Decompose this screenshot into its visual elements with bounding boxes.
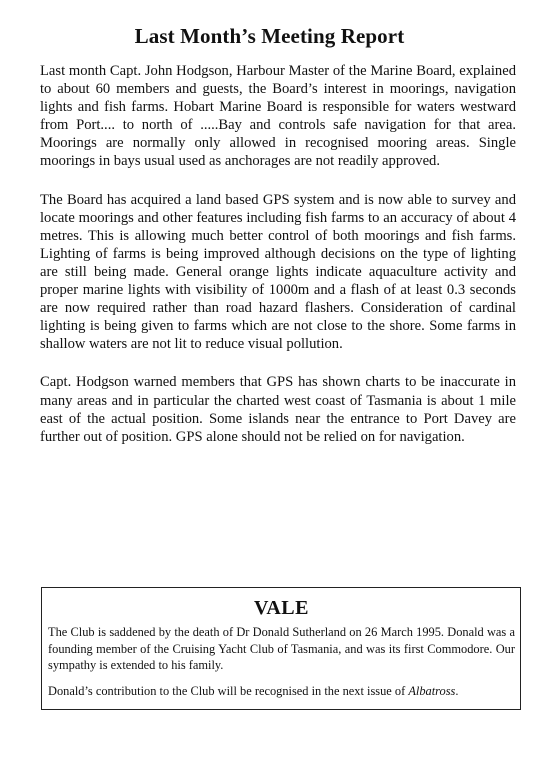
page-title: Last Month’s Meeting Report bbox=[134, 24, 405, 48]
vale-paragraph-2-text: Donald’s contribution to the Club will be recognised in the next issue of bbox=[48, 683, 409, 698]
meeting-report-body bbox=[40, 62, 516, 466]
vale-paragraph-2-end: . bbox=[455, 683, 459, 698]
vale-paragraph-1: The Club is saddened by the death of Dr Donald Sutherland on 26 March 1995. Donald was a founding member of the Cruising Yacht Club of Tasmania, and was its first Commodore. Our sympathy is extended to his family. bbox=[48, 625, 515, 672]
publication-name: Albatross bbox=[408, 683, 456, 698]
vale-heading: VALE bbox=[254, 597, 309, 619]
report-paragraph-2: The Board has acquired a land based GPS system and is now able to survey and locate moorings and other features including fish farms to an accuracy of about 4 metres. This is allowing much better control of both moorings and fish farms. Lighting of farms is being improved although decisions on the type of lighting are still being made. General orange lights indicate aquaculture activity and proper marine lights with visibility of 1000m and a flash of at least 0.3 seconds are now required rather than road hazard flashers. Consideration of cardinal lighting is being given to farms which are not close to the shore. Some farms in shallow waters are not lit to reduce visual pollution. bbox=[40, 191, 516, 353]
report-paragraph-1: Last month Capt. John Hodgson, Harbour Master of the Marine Board, explained to about 60 members and guests, the Board’s interest in moorings, navigation lights and fish farms. Hobart Marine Board is responsible for waters westward from Port.... to north of .....Bay and controls safe navigation for that area. Moorings are normally only allowed in recognised mooring areas. Single moorings in bays usual used as anchorages are not readily approved. bbox=[40, 63, 516, 170]
vale-paragraph-2 bbox=[48, 683, 515, 700]
vale-notice-box bbox=[41, 587, 521, 710]
report-paragraph-3: Capt. Hodgson warned members that GPS has shown charts to be inaccurate in many areas and in particular the charted west coast of Tasmania is about 1 mile east of the actual position. Some islands near the entrance to Port Davey are further out of position. GPS alone should not be relied on for navigation. bbox=[40, 374, 516, 445]
